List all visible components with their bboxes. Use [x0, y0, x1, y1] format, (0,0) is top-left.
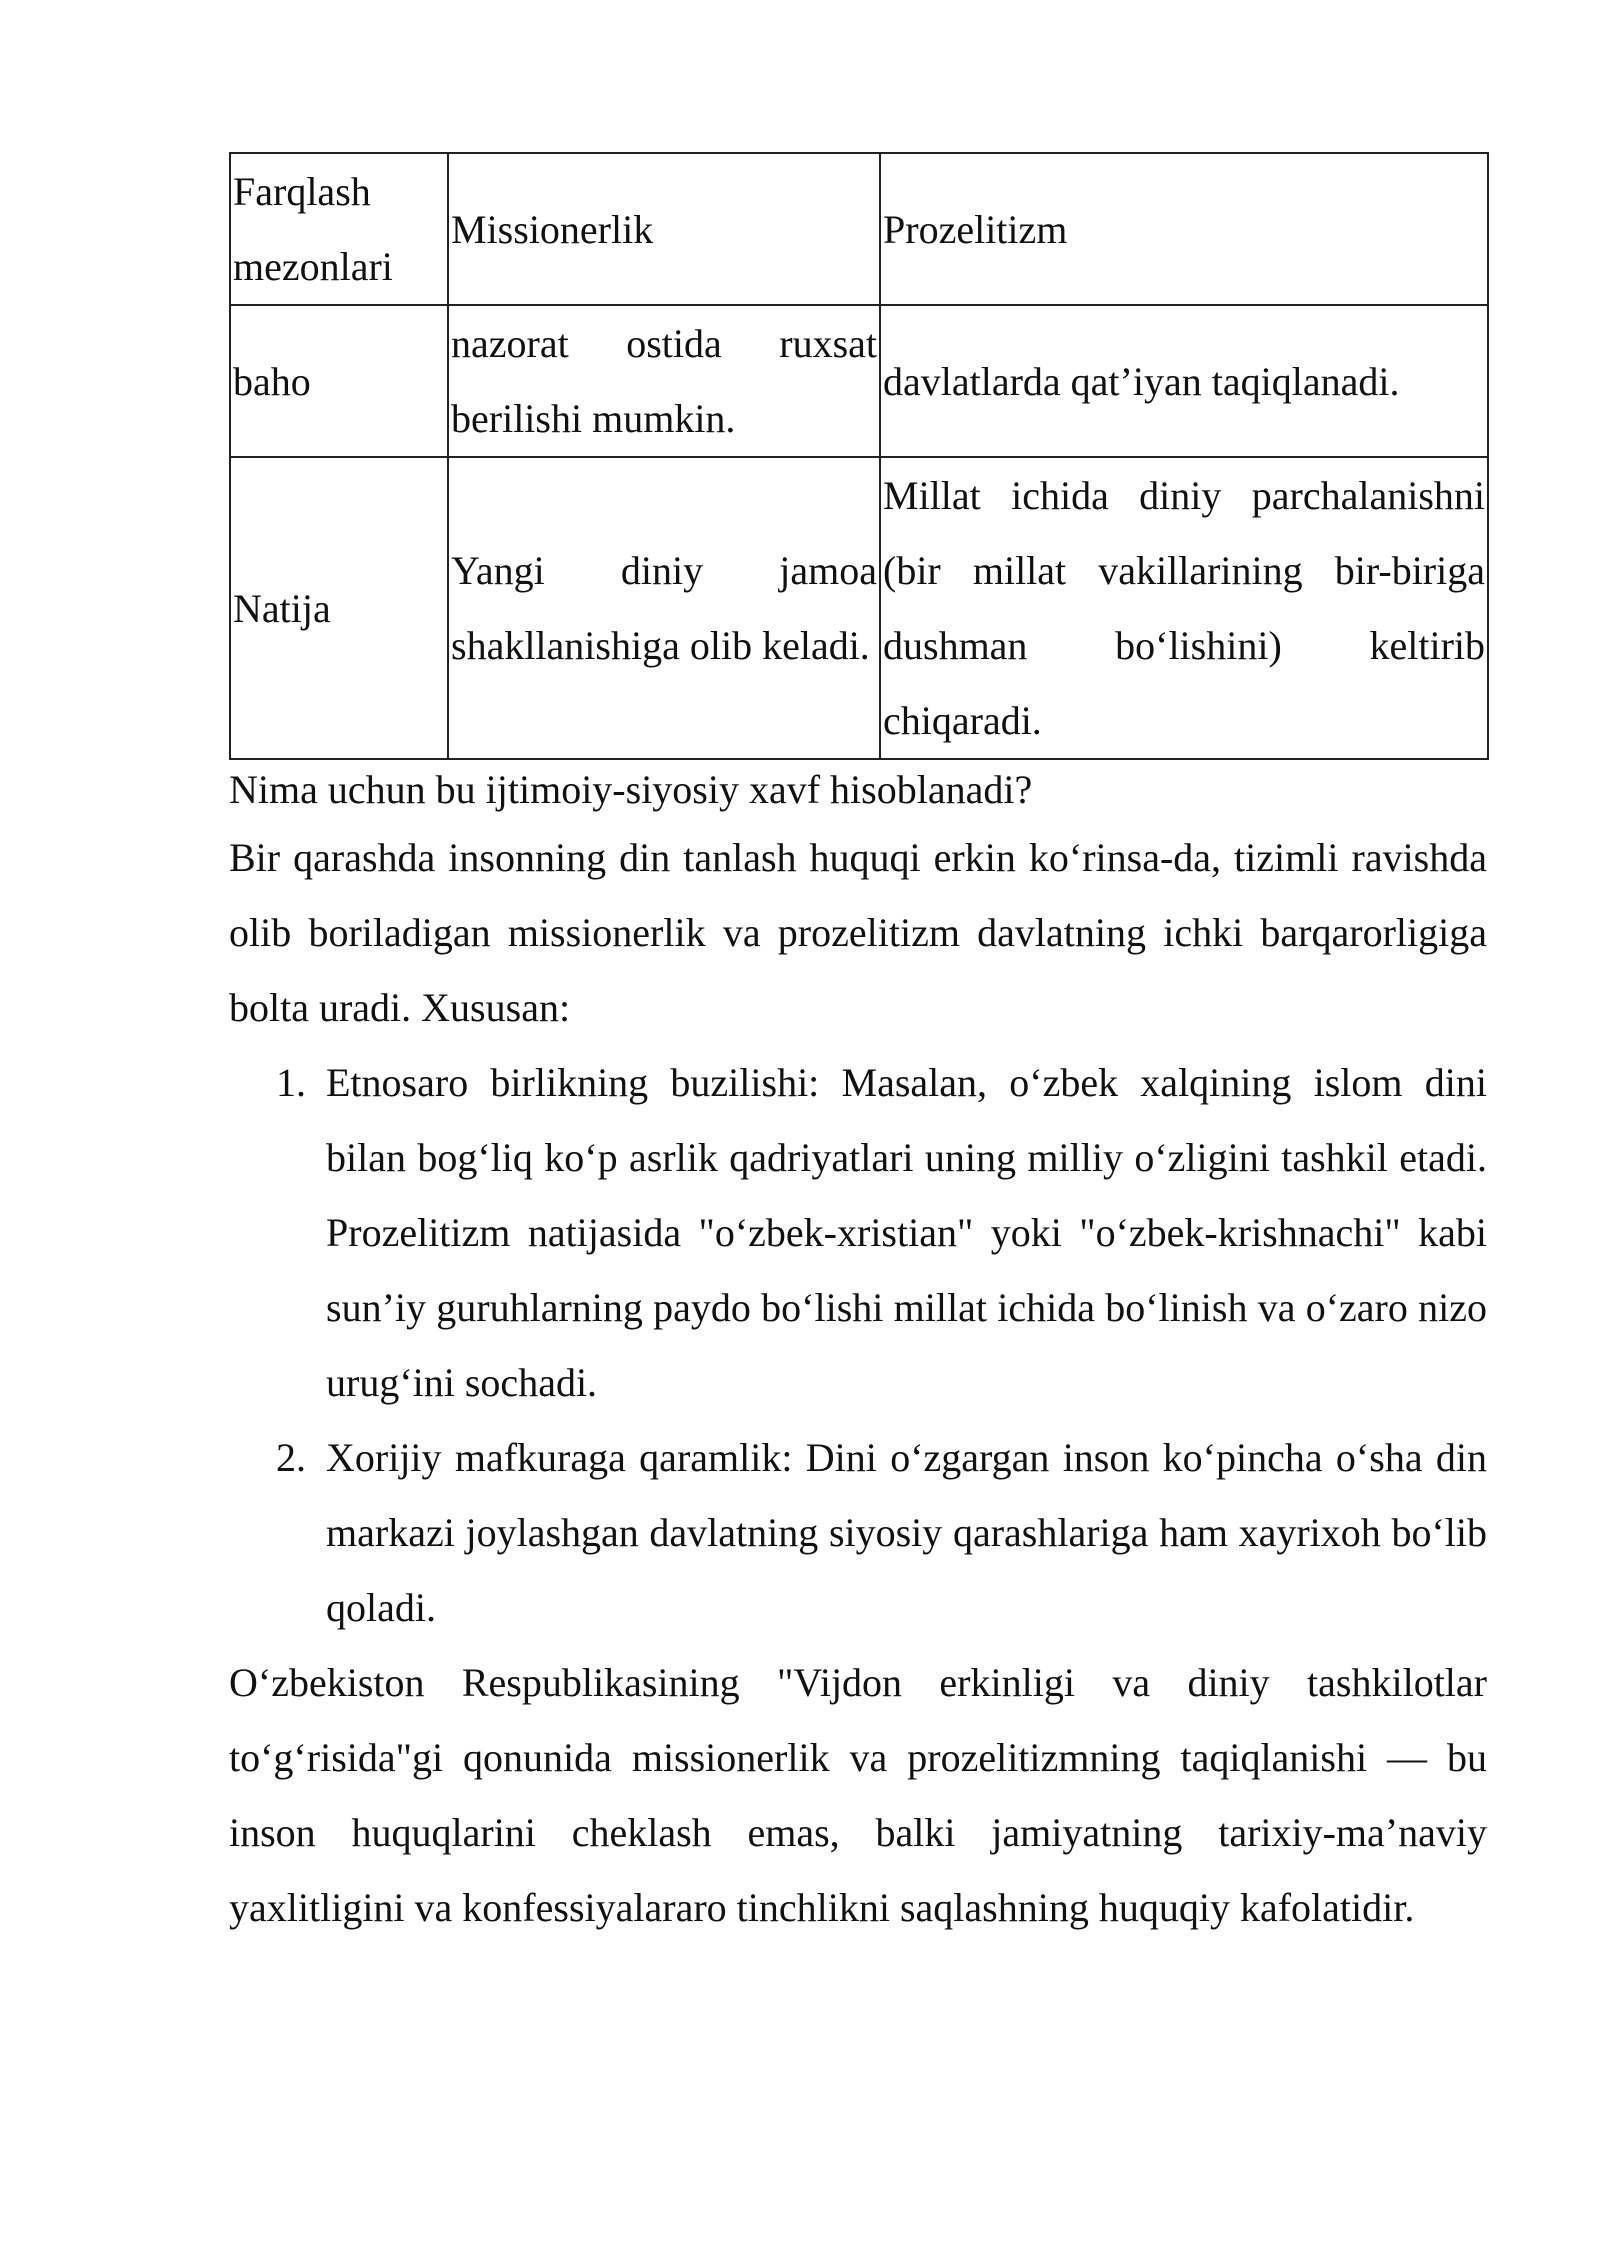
list-item-text: Xorijiy mafkuraga qaramlik: Dini o‘zgargan inson ko‘pincha o‘sha din markazi joylashgan davlatning siyosiy qarashlariga ham xayrixoh bo‘lib qoladi.	[326, 1435, 1487, 1630]
list-item	[229, 1045, 1487, 1420]
list-item-text: Etnosaro birlikning buzilishi: Masalan, o‘zbek xalqining islom dini bilan bog‘liq ko‘p asrlik qadriyatlari uning milliy o‘zligini tashkil etadi. Prozelitizm natijasida "o‘zbek-xristian" yoki "o‘zbek-krishnachi" kabi sun’iy guruhlarning paydo bo‘lishi millat ichida bo‘linish va o‘zaro nizo urug‘ini sochadi.	[326, 1060, 1487, 1405]
header-missionerlik-cell: Missionerlik	[448, 153, 880, 305]
missionerlik-cell: nazorat ostida ruxsat berilishi mumkin.	[448, 305, 880, 457]
document-page	[229, 152, 1487, 1945]
header-prozelitizm-cell: Prozelitizm	[880, 153, 1488, 305]
intro-paragraph: Bir qarashda insonning din tanlash huquqi erkin ko‘rinsa-da, tizimli ravishda olib boriladigan missionerlik va prozelitizm davlatning ichki barqarorligiga bolta uradi. Xususan:	[229, 835, 1487, 1030]
list-item	[229, 1420, 1487, 1645]
table-row	[230, 305, 1488, 457]
table-row	[230, 457, 1488, 759]
missionerlik-cell: Yangi diniy jamoa shakllanishiga olib keladi.	[448, 457, 880, 759]
section-question: Nima uchun bu ijtimoiy-siyosiy xavf hisoblanadi?	[229, 767, 1033, 812]
criterion-cell: Natija	[230, 457, 448, 759]
prozelitizm-cell: davlatlarda qat’iyan taqiqlanadi.	[880, 305, 1488, 457]
list-number: 2.	[276, 1435, 306, 1480]
list-number: 1.	[276, 1060, 306, 1105]
comparison-table	[229, 152, 1489, 760]
criterion-cell: baho	[230, 305, 448, 457]
prozelitizm-cell: Millat ichida diniy parchalanishni (bir millat vakillarining bir-biriga dushman bo‘lishini) keltirib chiqaradi.	[880, 457, 1488, 759]
conclusion-paragraph: O‘zbekiston Respublikasining "Vijdon erkinligi va diniy tashkilotlar to‘g‘risida"gi qonunida missionerlik va prozelitizmning taqiqlanishi — bu inson huquqlarini cheklash emas, balki jamiyatning tarixiy-ma’naviy yaxlitligini va konfessiyalararo tinchlikni saqlashning huquqiy kafolatidir.	[229, 1660, 1487, 1930]
table-header-row	[230, 153, 1488, 305]
reasons-list	[229, 1045, 1487, 1645]
header-criteria-cell: Farqlash mezonlari	[230, 153, 448, 305]
